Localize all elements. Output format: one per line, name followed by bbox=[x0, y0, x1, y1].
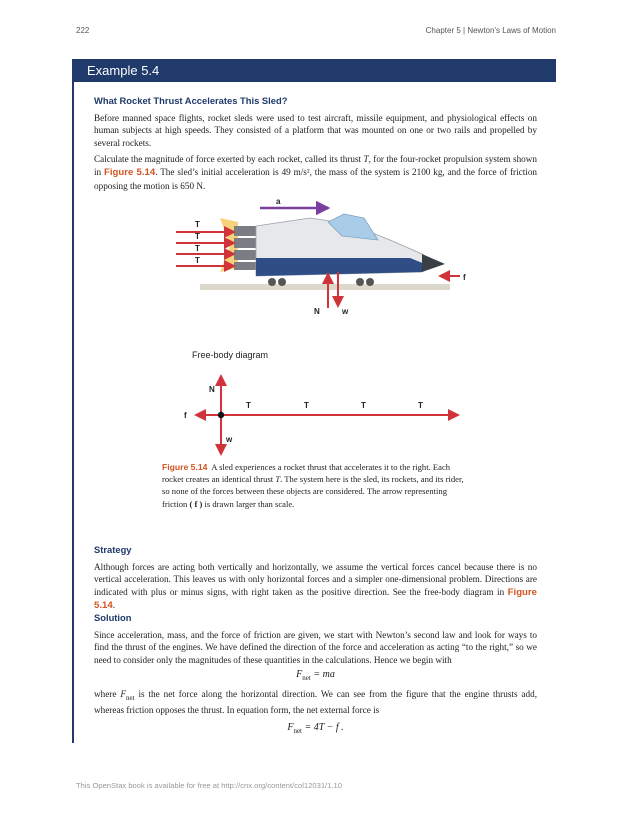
figure-caption bbox=[162, 461, 468, 510]
wheel bbox=[356, 278, 364, 286]
problem-paragraph-2 bbox=[94, 153, 537, 192]
eq-subscript: net bbox=[302, 674, 311, 682]
fbd-normal-label: N bbox=[209, 385, 215, 394]
solution-paragraph-2 bbox=[94, 688, 537, 717]
free-body-diagram-title: Free-body diagram bbox=[192, 350, 269, 360]
thrust-label: T bbox=[195, 244, 200, 253]
eq-symbol: F bbox=[296, 669, 303, 680]
example-banner bbox=[72, 59, 556, 82]
acceleration-label: a bbox=[276, 197, 281, 206]
problem-paragraph-1: Before manned space flights, rocket sleds were used to test aircraft, missile equipment, and physiological effects on human subjects at high speeds. They consisted of a platform that was mounted on one or two rails and propelled by several rockets. bbox=[94, 112, 537, 148]
wheel bbox=[278, 278, 286, 286]
strategy-paragraph bbox=[94, 561, 537, 613]
text-run: is drawn larger than scale. bbox=[202, 498, 295, 509]
solution-section bbox=[94, 612, 537, 666]
wheel bbox=[366, 278, 374, 286]
thrust-label: T bbox=[195, 220, 200, 229]
fbd-thrust-label: T bbox=[361, 401, 366, 410]
friction-label: f bbox=[463, 273, 466, 282]
eq-subscript: net bbox=[293, 727, 302, 735]
thrust-label: T bbox=[195, 232, 200, 241]
rail-ground bbox=[200, 284, 450, 290]
thrust-label: T bbox=[195, 256, 200, 265]
figure-link[interactable]: Figure 5.14 bbox=[104, 166, 156, 178]
text-run: where bbox=[94, 689, 121, 699]
eq-rhs: = ma bbox=[313, 669, 335, 680]
strategy-heading: Strategy bbox=[94, 544, 132, 555]
caption-label: Figure 5.14 bbox=[162, 462, 208, 472]
fbd-thrust-label: T bbox=[304, 401, 309, 410]
text-run: , for the four-rocket propulsion system shown in bbox=[94, 154, 538, 177]
normal-label: N bbox=[314, 307, 320, 316]
text-run: Calculate the magnitude of force exerted by each rocket, called its thrust bbox=[94, 154, 364, 165]
page-footer: This OpenStax book is available for free at http://cnx.org/content/col12031/1.10 bbox=[76, 781, 342, 790]
example-side-rule bbox=[72, 82, 74, 743]
fbd-thrust-label: T bbox=[246, 401, 251, 410]
eq-subscript: net bbox=[125, 693, 135, 702]
weight-label: w bbox=[342, 307, 349, 316]
eq-rhs: = 4T − f . bbox=[304, 722, 344, 733]
sled-stripe bbox=[256, 258, 430, 276]
problem-section bbox=[94, 95, 537, 192]
equation-net-force bbox=[94, 669, 537, 682]
wheel bbox=[268, 278, 276, 286]
text-run: A sled experiences a rocket thrust that accelerates it to the right. Each rocket creates an identical thrust bbox=[162, 462, 451, 485]
example-title: Example 5.4 bbox=[87, 63, 160, 78]
text-run: Although forces are acting both vertically and horizontally, we assume the vertical forces cancel because there is no vertical acceleration. This leaves us with only horizontal forces and a simpler one-dimensional problem. Directions are indicated with plus or minus signs, with right taken as the positive direction. See the free-body diagram in bbox=[94, 561, 537, 597]
thrust-symbol: T bbox=[363, 154, 369, 165]
acceleration-value: 49 m/s² bbox=[281, 166, 310, 177]
chapter-header: Chapter 5 | Newton's Laws of Motion bbox=[425, 26, 556, 35]
fbd-point bbox=[218, 412, 224, 418]
text-run: . The system here is the sled, its rockets, and its rider, so none of the forces between these objects are considered. The arrow representing friction bbox=[162, 474, 464, 509]
eq-symbol: F bbox=[287, 722, 294, 733]
rocket-engines bbox=[234, 226, 256, 270]
fbd-weight-label: w bbox=[226, 435, 233, 444]
text-run: . The sled’s initial acceleration is bbox=[155, 166, 282, 177]
problem-heading: What Rocket Thrust Accelerates This Sled? bbox=[94, 95, 288, 106]
rocket-sled-illustration bbox=[160, 196, 480, 324]
figure-link[interactable]: Figure 5.14 bbox=[94, 586, 537, 612]
fbd-friction-label: f bbox=[184, 411, 187, 420]
strategy-section bbox=[94, 544, 537, 613]
fbd-thrust-label: T bbox=[418, 401, 423, 410]
solution-paragraph-1: Since acceleration, mass, and the force of friction are given, we start with Newton’s second law and look for ways to find the thrust of the engines. We have defined the direction of the force and acceleration as acting “to the right,” so we need to consider only the magnitudes of these quantities in the calculations. Hence we begin with bbox=[94, 629, 537, 665]
solution-heading: Solution bbox=[94, 612, 132, 623]
page-number: 222 bbox=[76, 26, 90, 35]
thrust-symbol: T bbox=[275, 474, 281, 485]
free-body-diagram bbox=[176, 368, 466, 456]
text-run: is the net force along the horizontal direction. We can see from the figure that the engine thrusts add, whereas friction opposes the thrust. In equation form, the net external force is bbox=[94, 689, 537, 716]
eq-symbol: F bbox=[120, 689, 126, 699]
equation-thrust bbox=[94, 722, 537, 735]
friction-symbol: ( f ) bbox=[189, 498, 203, 509]
text-run: . bbox=[112, 600, 115, 611]
sled-nose bbox=[422, 254, 445, 272]
text-run: , the mass of the system is 2100 kg, and the force of friction opposing the motion is 650 N. bbox=[94, 166, 538, 191]
